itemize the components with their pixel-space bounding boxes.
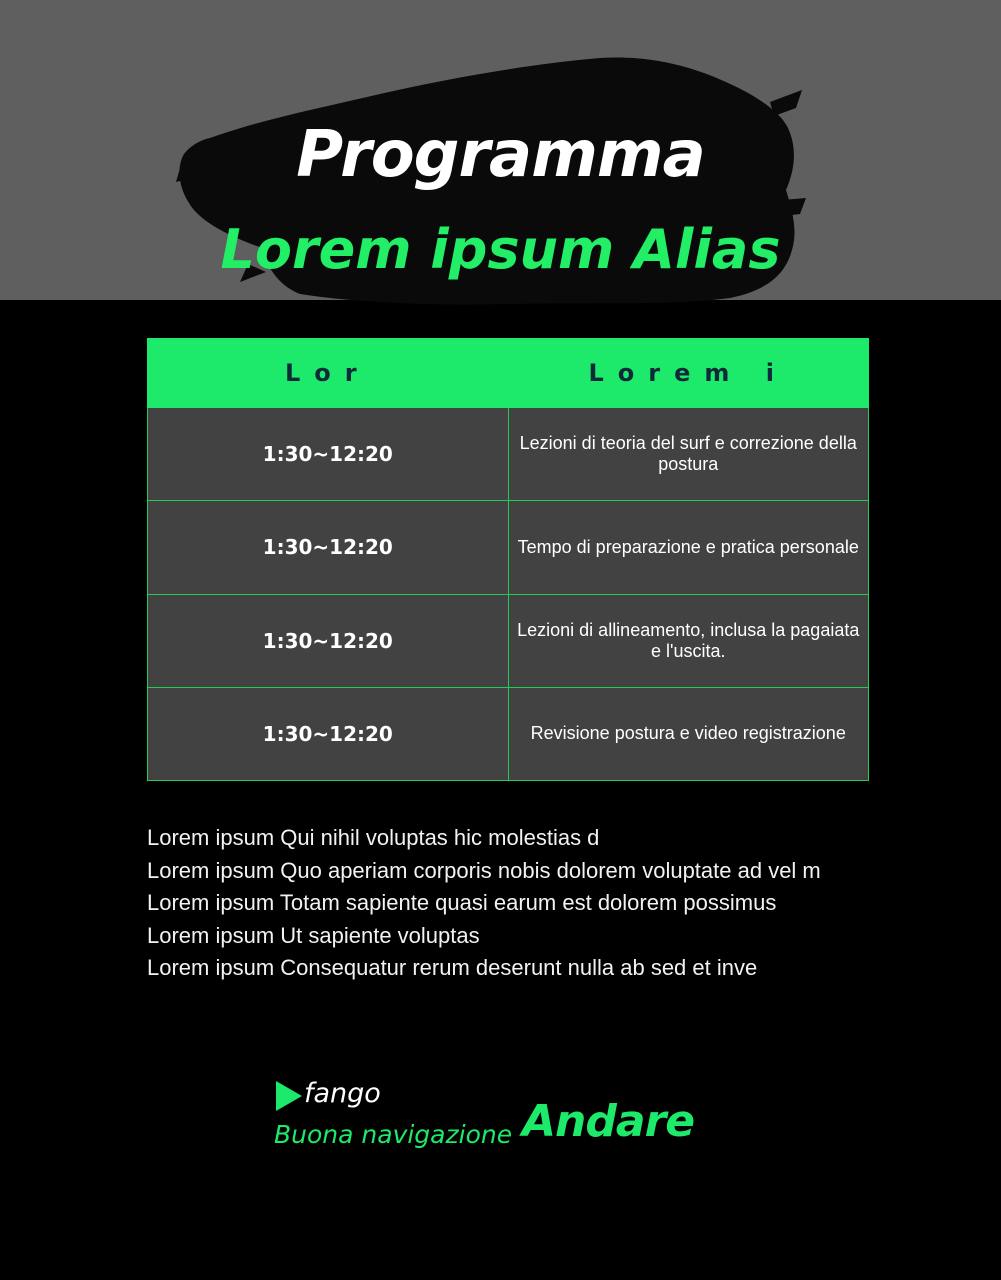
note-item: Lorem ipsum Qui nihil voluptas hic molestias d bbox=[147, 825, 600, 850]
play-icon bbox=[276, 1081, 302, 1111]
schedule-activity: Tempo di preparazione e pratica personale bbox=[508, 501, 869, 594]
footer-cta: Andare bbox=[522, 1096, 695, 1147]
note-item: Lorem ipsum Totam sapiente quasi earum est dolorem possimus bbox=[147, 890, 777, 916]
note-item: Lorem ipsum Ut sapiente voluptas bbox=[147, 922, 480, 948]
schedule-table bbox=[147, 338, 869, 781]
notes-list bbox=[147, 822, 887, 985]
schedule-time: 1:30~12:20 bbox=[148, 687, 509, 780]
schedule-activity: Revisione postura e video registrazione bbox=[508, 687, 869, 780]
schedule-time: 1:30~12:20 bbox=[148, 594, 509, 687]
schedule-header-time: Lor bbox=[148, 339, 509, 408]
schedule-row bbox=[148, 501, 869, 594]
footer-brand: fango bbox=[304, 1078, 381, 1109]
schedule-header-activity: Lorem i bbox=[508, 339, 869, 408]
schedule-activity: Lezioni di teoria del surf e correzione della postura bbox=[508, 408, 869, 501]
schedule-time: 1:30~12:20 bbox=[148, 408, 509, 501]
schedule-row bbox=[148, 408, 869, 501]
schedule-header-row bbox=[148, 339, 869, 408]
page-subtitle: Lorem ipsum Alias bbox=[220, 218, 781, 281]
schedule-activity: Lezioni di allineamento, inclusa la pagaiata e l'uscita. bbox=[508, 594, 869, 687]
footer-greeting: Buona navigazione bbox=[274, 1120, 513, 1149]
schedule-row bbox=[148, 594, 869, 687]
schedule-row bbox=[148, 687, 869, 780]
note-item: Lorem ipsum Quo aperiam corporis nobis dolorem voluptate ad vel m bbox=[147, 857, 821, 883]
schedule-time: 1:30~12:20 bbox=[148, 501, 509, 594]
note-item: Lorem ipsum Consequatur rerum deserunt nulla ab sed et inve bbox=[147, 955, 758, 981]
page-title: Programma bbox=[296, 118, 705, 192]
